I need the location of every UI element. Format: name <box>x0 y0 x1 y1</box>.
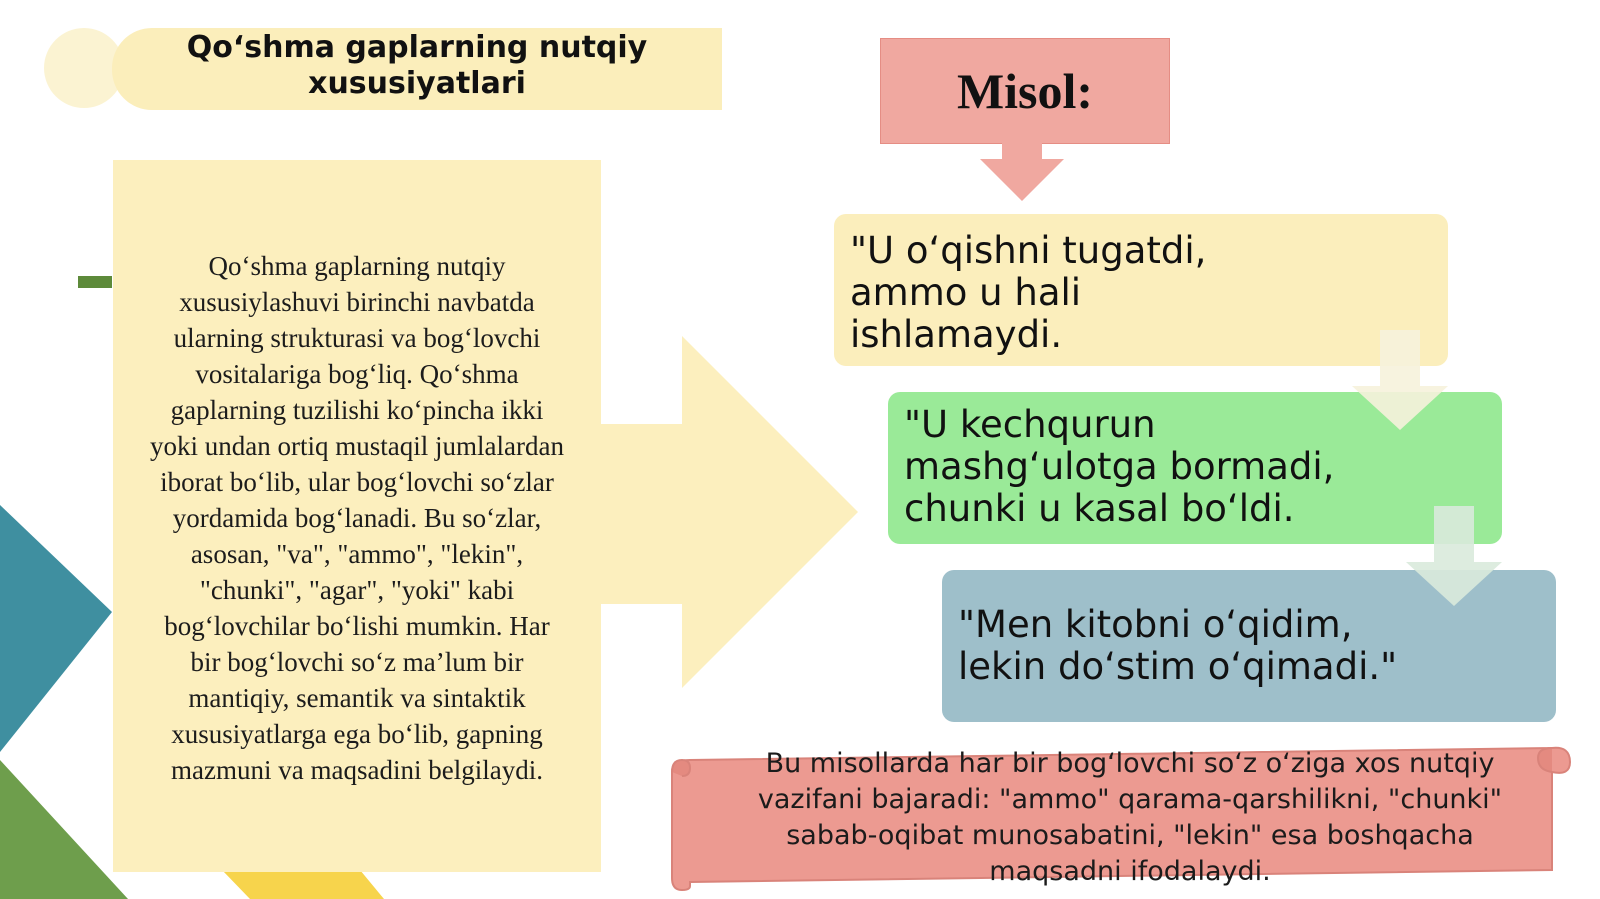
connector-arrow-icon <box>1406 506 1502 606</box>
example-line: lekin do‘stim o‘qimadi." <box>958 645 1398 688</box>
description-line: mazmuni va maqsadini belgilaydi. <box>171 755 543 785</box>
example-line: mashg‘ulotga bormadi, <box>904 445 1335 488</box>
description-line: mantiqiy, semantik va sintaktik <box>188 683 526 713</box>
example-line: ishlamaydi. <box>850 313 1063 356</box>
conclusion-text <box>700 746 1560 890</box>
conclusion-line: Bu misollarda har bir bog‘lovchi so‘z o‘ziga xos nutqiy <box>765 748 1495 779</box>
example-line: ammo u hali <box>850 271 1082 314</box>
description-line: bir bog‘lovchi so‘z ma’lum bir <box>190 647 524 677</box>
example-line: "Men kitobni o‘qidim, <box>958 603 1353 646</box>
description-line: iborat bo‘lib, ular bog‘lovchi so‘zlar <box>160 467 554 497</box>
title-line: xususiyatlari <box>308 66 526 101</box>
down-arrow-icon <box>980 143 1064 201</box>
description-line: asosan, "va", "ammo", "lekin", <box>190 539 524 569</box>
example-line: chunki u kasal bo‘ldi. <box>904 487 1295 530</box>
example-line: "U kechqurun <box>904 403 1156 446</box>
title-line: Qo‘shma gaplarning nutqiy <box>186 30 648 65</box>
decorative-dash <box>78 276 112 288</box>
description-text <box>118 248 596 788</box>
example-heading: Misol: <box>880 38 1170 144</box>
description-line: bog‘lovchilar bo‘lishi mumkin. Har <box>164 611 550 641</box>
conclusion-line: sabab-oqibat munosabatini, "lekin" esa boshqacha <box>786 820 1474 851</box>
description-line: xususiylashuvi birinchi navbatda <box>179 287 535 317</box>
connector-arrow-icon <box>1352 330 1448 430</box>
description-line: Qo‘shma gaplarning nutqiy <box>208 251 506 281</box>
description-line: yordamida bog‘lanadi. Bu so‘zlar, <box>172 503 542 533</box>
description-line: "chunki", "agar", "yoki" kabi <box>199 575 515 605</box>
page-title <box>112 30 722 102</box>
description-line: ularning strukturasi va bog‘lovchi <box>173 323 541 353</box>
description-line: vositalariga bog‘liq. Qo‘shma <box>195 359 519 389</box>
description-line: xususiyatlarga ega bo‘lib, gapning <box>171 719 543 749</box>
conclusion-line: vazifani bajaradi: "ammo" qarama-qarshilikni, "chunki" <box>757 784 1503 815</box>
example-line: "U o‘qishni tugatdi, <box>850 229 1207 272</box>
big-arrow-shape <box>560 336 860 696</box>
conclusion-line: maqsadni ifodalaydi. <box>989 856 1271 887</box>
description-line: yoki undan ortiq mustaqil jumlalardan <box>150 431 564 461</box>
description-line: gaplarning tuzilishi ko‘pincha ikki <box>170 395 544 425</box>
